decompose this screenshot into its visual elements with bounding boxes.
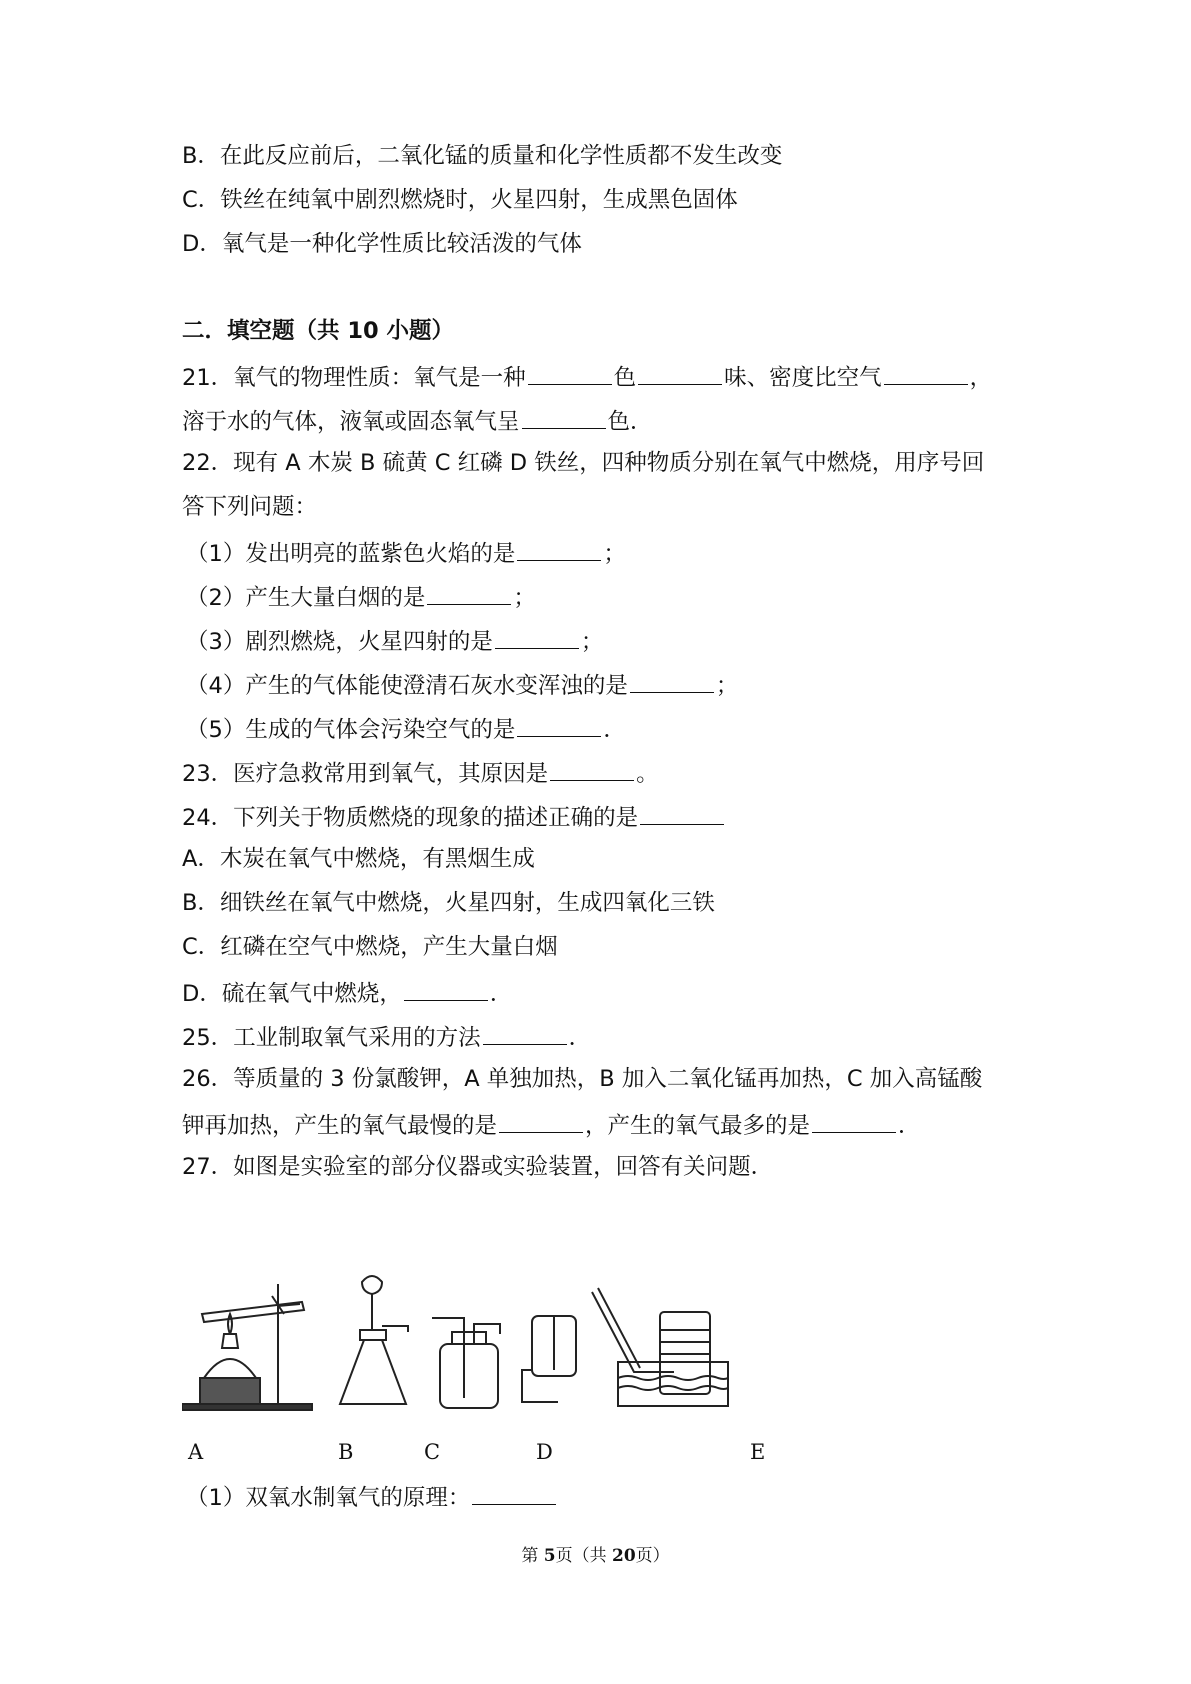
- apparatus-d: [522, 1316, 576, 1402]
- footer-pre: 第: [521, 1546, 544, 1566]
- q26-text-c: ．: [898, 1113, 921, 1139]
- q22-sub-2-text: （2）产生大量白烟的是: [186, 585, 426, 611]
- question-24: [182, 800, 726, 833]
- q22-sub-1-text: （1）发出明亮的蓝紫色火焰的是: [186, 541, 516, 567]
- q22-sub-5: [186, 712, 626, 745]
- figure-label-a: A: [188, 1440, 204, 1464]
- apparatus-a: [182, 1284, 312, 1410]
- q22-sub-4-end: ；: [715, 673, 739, 699]
- answer-blank[interactable]: [550, 756, 634, 781]
- q22-sub-2-end: ；: [513, 585, 536, 611]
- q21-text-b: 色: [613, 365, 637, 391]
- answer-blank[interactable]: [495, 624, 579, 649]
- question-27: 27．如图是实验室的部分仪器或实验装置，回答有关问题．: [182, 1154, 774, 1180]
- answer-blank[interactable]: [483, 1020, 567, 1045]
- q22-sub-3-end: ；: [580, 629, 604, 655]
- question-21-line-2: [182, 404, 653, 437]
- answer-blank[interactable]: [404, 976, 488, 1001]
- q24-option-c: C．红磷在空气中燃烧，产生大量白烟: [182, 934, 558, 960]
- apparatus-e: [592, 1288, 728, 1406]
- q21-text-e: 溶于水的气体，液氧或固态氧气呈: [182, 409, 520, 435]
- q22-sub-3: [186, 624, 603, 657]
- q22-sub-2: [186, 580, 536, 613]
- q24-text: 24．下列关于物质燃烧的现象的描述正确的是: [182, 805, 639, 831]
- answer-blank[interactable]: [884, 360, 968, 385]
- q22-sub-4-text: （4）产生的气体能使澄清石灰水变浑浊的是: [186, 673, 628, 699]
- q21-text-d: ，: [969, 365, 993, 391]
- answer-blank[interactable]: [528, 360, 612, 385]
- answer-blank[interactable]: [630, 668, 714, 693]
- apparatus-c: [432, 1318, 500, 1408]
- q22-sub-1-end: ；: [603, 541, 626, 567]
- q26-text-a: 钾再加热，产生的氧气最慢的是: [182, 1113, 498, 1139]
- question-22-line-2: 答下列问题：: [182, 494, 318, 520]
- footer-total-pages: 20: [611, 1546, 636, 1566]
- q21-text-f: 色．: [607, 409, 653, 435]
- option-c: C．铁丝在纯氧中剧烈燃烧时，火星四射，生成黑色固体: [182, 187, 738, 213]
- q26-text-b: ，产生的氧气最多的是: [585, 1113, 811, 1139]
- answer-blank[interactable]: [812, 1108, 896, 1133]
- figure-label-d: D: [536, 1440, 553, 1464]
- option-b: B．在此反应前后，二氧化锰的质量和化学性质都不发生改变: [182, 143, 783, 169]
- answer-blank[interactable]: [517, 712, 601, 737]
- figure-label-c: C: [424, 1440, 441, 1464]
- apparatus-b: [340, 1276, 408, 1404]
- footer-page-number: 5: [543, 1546, 556, 1566]
- q25-end: ．: [568, 1025, 592, 1051]
- q24-option-d: [182, 976, 512, 1009]
- question-25: [182, 1020, 591, 1053]
- answer-blank[interactable]: [427, 580, 511, 605]
- q22-sub-4: [186, 668, 738, 701]
- q22-sub-1: [186, 536, 626, 569]
- q24-option-a: A．木炭在氧气中燃烧，有黑烟生成: [182, 846, 535, 872]
- q23-text: 23．医疗急救常用到氧气，其原因是: [182, 761, 549, 787]
- page-footer: [0, 1541, 1191, 1566]
- answer-blank[interactable]: [517, 536, 601, 561]
- answer-blank[interactable]: [522, 404, 606, 429]
- q21-text-a: 21．氧气的物理性质：氧气是一种: [182, 365, 526, 391]
- footer-mid: 页（共: [555, 1546, 612, 1566]
- lab-apparatus-figure: [182, 1270, 782, 1450]
- question-26-line-2: [182, 1108, 921, 1141]
- q27-sub-1: [186, 1480, 558, 1513]
- q24-option-d-text: D．硫在氧气中燃烧，: [182, 981, 402, 1007]
- section-title: 二．填空题（共 10 小题）: [182, 318, 454, 344]
- figure-label-e: E: [750, 1440, 766, 1464]
- question-26-line-1: 26．等质量的 3 份氯酸钾，A 单独加热，B 加入二氧化锰再加热，C 加入高锰酸: [182, 1066, 983, 1092]
- q24-option-b: B．细铁丝在氧气中燃烧，火星四射，生成四氧化三铁: [182, 890, 715, 916]
- answer-blank[interactable]: [472, 1480, 556, 1505]
- answer-blank[interactable]: [499, 1108, 583, 1133]
- q22-sub-3-text: （3）剧烈燃烧，火星四射的是: [186, 629, 493, 655]
- q27-sub-1-text: （1）双氧水制氧气的原理：: [186, 1485, 471, 1511]
- figure-label-b: B: [338, 1440, 354, 1464]
- q21-text-c: 味、密度比空气: [724, 365, 882, 391]
- q22-sub-5-text: （5）生成的气体会污染空气的是: [186, 717, 516, 743]
- question-22-line-1: 22．现有 A 木炭 B 硫黄 C 红磷 D 铁丝，四种物质分别在氧气中燃烧，用序号回: [182, 450, 985, 476]
- q23-end: 。: [636, 761, 659, 787]
- q24-option-d-end: ．: [489, 981, 513, 1007]
- footer-post: 页）: [635, 1546, 670, 1566]
- answer-blank[interactable]: [638, 360, 722, 385]
- question-21-line-1: [182, 360, 992, 393]
- option-d: D．氧气是一种化学性质比较活泼的气体: [182, 231, 582, 257]
- q22-sub-5-end: ．: [603, 717, 626, 743]
- answer-blank[interactable]: [640, 800, 724, 825]
- question-23: [182, 756, 659, 789]
- q25-text: 25．工业制取氧气采用的方法: [182, 1025, 481, 1051]
